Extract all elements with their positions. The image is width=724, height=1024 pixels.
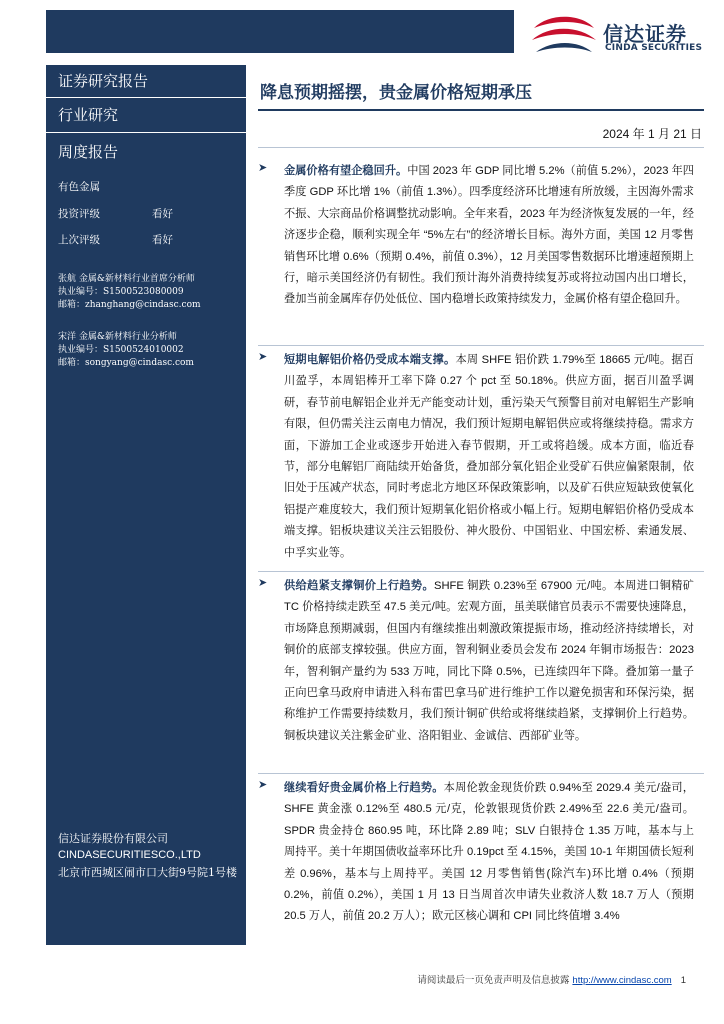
report-type: 证券研究报告 — [58, 72, 149, 90]
report-headline: 降息预期摇摆，贵金属价格短期承压 — [260, 83, 532, 103]
section-lead: 继续看好贵金属价格上行趋势。 — [284, 782, 444, 794]
arrow-bullet-icon: ➤ — [258, 350, 268, 363]
page-footer — [0, 972, 686, 986]
aluminum-paragraph — [284, 350, 694, 564]
analyst-license: 执业编号：S1500524010002 — [58, 345, 184, 355]
section-body: 本周伦敦金现货价跌 0.94%至 2029.4 美元/盎司，SHFE 黄金涨 0.12%至 480.5 元/克，伦敦银现货价跌 2.49%至 22.6 美元/盎司。SPDR 贵金持仓 860.95 吨，环比降 2.89 吨；SLV 白银持仓 1.35 万吨，基本与上周持平。美十年期国债收益率环比升 0.19pct 至 4.15%，美国 10-1 年期国债长短利差 0.96%，基本与上周持平。美国 12 月零售销售(除汽车)环比增 0.4%（预期 0.2%，前值 0.2%），美国 1 月 13 日当周首次申请失业救济人数 18.7 万人（预期 20.5 万人，前值 20.2 万人）；欧元区核心调和 CPI 同比终值增 3.4% — [284, 782, 694, 923]
summary-paragraph — [284, 161, 694, 311]
research-type-block — [46, 98, 246, 133]
copper-section — [258, 576, 694, 747]
section-lead: 供给趋紧支撑铜价上行趋势。 — [284, 580, 435, 592]
logo-english-name: CINDA SECURITIES — [605, 43, 703, 53]
analyst-email[interactable]: 邮箱：songyang@cindasc.com — [58, 358, 194, 368]
analyst-title: 宋洋 金属&新材料行业分析师 — [58, 332, 177, 342]
analyst-email[interactable]: 邮箱：zhanghang@cindasc.com — [58, 300, 201, 310]
section-divider — [258, 345, 704, 346]
section-divider — [258, 147, 704, 148]
analyst-card — [58, 273, 201, 312]
logo-chinese-name: 信达证券 — [603, 22, 687, 46]
precious-metals-paragraph — [284, 778, 694, 928]
company-name-en: CINDASECURITIESCO.,LTD — [58, 849, 201, 861]
company-name-cn: 信达证券股份有限公司 — [58, 832, 168, 845]
page-number: 1 — [680, 975, 686, 986]
prev-rating-value: 看好 — [152, 234, 173, 246]
header-bar — [46, 10, 514, 53]
section-lead: 金属价格有望企稳回升。 — [284, 165, 408, 177]
report-kind: 周度报告 — [58, 143, 119, 161]
report-date: 2024 年 1 月 21 日 — [602, 127, 702, 141]
section-divider — [258, 571, 704, 572]
aluminum-section — [258, 350, 694, 564]
section-body: 本周 SHFE 铝价跌 1.79%至 18665 元/吨。据百川盈孚，本周铝棒开工率下降 0.27 个 pct 至 50.18%。供应方面，据百川盈孚调研，春节前电解铝企业并无产能变动计划，重污染天气预警目前对电解铝生产影响有限，但仍需关注云南电力情况，我们预计短期电解铝供应或将继续持稳。需求方面，下游加工企业或逐步开始进入春节假期，开工或将趋缓。成本方面，临近春节，部分电解铝厂商陆续开始备货，叠加部分氧化铝企业受矿石供应偏紧限制，依旧处于压减产状态，同时考虑北方地区环保政策影响，以及矿石供应短缺致使氧化铝提产难度较大，我们预计短期氧化铝价格或小幅上行。短期电解铝价格仍受成本端支撑。铝板块建议关注云铝股份、神火股份、中国铝业、中国宏桥、索通发展、中孚实业等。 — [284, 354, 694, 559]
industry-name: 有色金属 — [58, 181, 100, 193]
section-body: SHFE 铜跌 0.23%至 67900 元/吨。本周进口铜精矿 TC 价格持续走跌至 47.5 美元/吨。宏观方面，虽美联储官员表示不需要快速降息，市场降息预期减弱，但国内有继续推出刺激政策提振市场，推动经济持续增长，对铜价的底部支撑较强。供应方面，智利铜业委员会发布 2024 年铜市场报告：2023 年，智利铜产量约为 533 万吨，同比下降 0.5%，已连续四年下降。叠加第一量子正向巴拿马政府申请进入科布雷巴拿马矿进行维护工作以避免损害和环保污染，据称维护工作需要持续数月，我们预计铜矿供给或将继续趋紧，支撑铜价上行趋势。铜板块建议关注紫金矿业、洛阳钼业、金诚信、西部矿业等。 — [284, 580, 694, 742]
disclaimer-note: 请阅读最后一页免责声明及信息披露 — [417, 975, 570, 986]
prev-rating-label: 上次评级 — [58, 234, 100, 246]
research-type: 行业研究 — [58, 106, 119, 124]
analyst-license: 执业编号：S1500523080009 — [58, 287, 184, 297]
copper-paragraph — [284, 576, 694, 747]
report-type-block — [46, 65, 246, 98]
analyst-title: 张航 金属&新材料行业首席分析师 — [58, 274, 195, 284]
rating-label: 投资评级 — [58, 208, 100, 220]
section-divider — [258, 773, 704, 774]
arrow-bullet-icon: ➤ — [258, 576, 268, 589]
arrow-bullet-icon: ➤ — [258, 778, 268, 791]
rating-value: 看好 — [152, 208, 173, 220]
cinda-logo-icon — [530, 14, 598, 58]
report-sidebar — [46, 65, 246, 945]
section-lead: 短期电解铝价格仍受成本端支撑。 — [284, 354, 456, 366]
arrow-bullet-icon: ➤ — [258, 161, 268, 174]
summary-section — [258, 161, 694, 311]
section-body: 中国 2023 年 GDP 同比增 5.2%（前值 5.2%），2023 年四季度 GDP 环比增 1%（前值 1.3%）。四季度经济环比增速有所放缓，主因海外需求不振、大宗商品价格调整扰动影响。全年来看，2023 年为经济恢复发展的一年，经济逐步企稳，顺利实现全年 “5%左右”的经济增长目标。海外方面，美国 12 月零售销售环比增 0.6%（预期 0.4%，前值 0.3%），12 月美国零售数据环比增速超预期上行，暗示美国经济仍有韧性。我们预计海外消费持续复苏或将拉动国内出口增长，叠加当前金属库存仍处低位、国内稳增长政策持续发力，金属价格有望企稳回升。 — [284, 165, 694, 306]
company-info — [58, 830, 237, 881]
headline-divider — [258, 109, 704, 111]
website-link[interactable]: http://www.cindasc.com — [572, 975, 672, 986]
precious-metals-section — [258, 778, 694, 928]
analyst-card — [58, 331, 194, 370]
company-address: 北京市西城区闹市口大街9号院1号楼 — [58, 866, 237, 879]
